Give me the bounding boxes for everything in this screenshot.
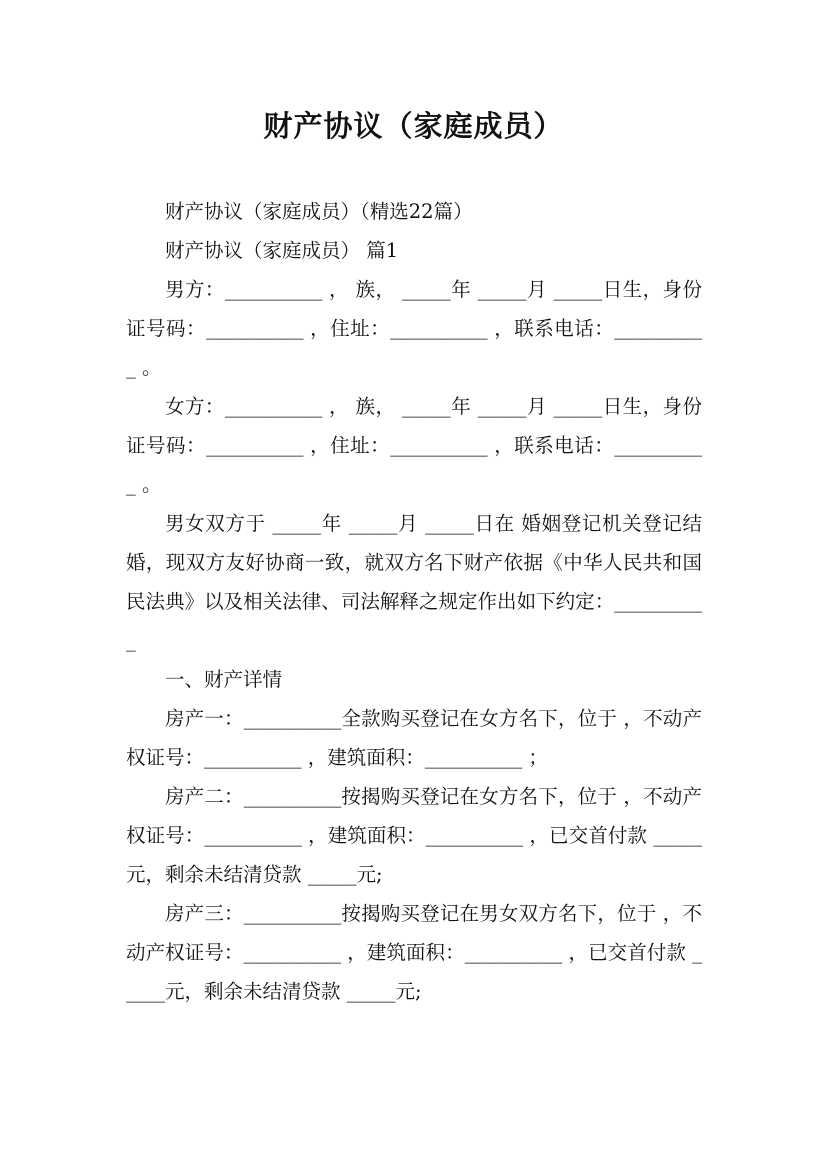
- document-body: [126, 192, 702, 1011]
- paragraph-female-party: 女方：__________ ， 族， _____年 _____月 _____日生，身份证号码：__________ ，住址：__________ ，联系电话：__________ 。: [126, 395, 702, 496]
- paragraph-property-three: 房产三：__________按揭购买登记在男女双方名下，位于 ，不动产权证号：__________ ，建筑面积：__________ ，已交首付款 _____元，剩余未结清贷款 _____元;: [126, 902, 702, 1003]
- paragraph-marriage-statement: 男女双方于 _____年 _____月 _____日在 婚姻登记机关登记结婚，现双方友好协商一致，就双方名下财产依据《中华人民共和国民法典》以及相关法律、司法解释之规定作出如下约定：__________: [126, 512, 702, 652]
- paragraph-male-party: 男方：__________ ， 族， _____年 _____月 _____日生，身份证号码：__________ ，住址：__________ ，联系电话：__________ 。: [126, 278, 702, 379]
- paragraph-property-two: 房产二：__________按揭购买登记在女方名下，位于 ，不动产权证号：__________ ，建筑面积：__________ ，已交首付款 _____元，剩余未结清贷款 _____元;: [126, 785, 702, 886]
- paragraph-subtitle: 财产协议（家庭成员）（精选22篇）: [165, 200, 473, 223]
- paragraph-property-one: 房产一：__________全款购买登记在女方名下，位于 ，不动产权证号：__________ ，建筑面积：__________ ；: [126, 707, 702, 769]
- paragraph-section-heading: 财产协议（家庭成员） 篇1: [165, 239, 399, 262]
- document-title: 财产协议（家庭成员）: [263, 109, 564, 143]
- paragraph-property-heading: 一、财产详情: [165, 668, 283, 691]
